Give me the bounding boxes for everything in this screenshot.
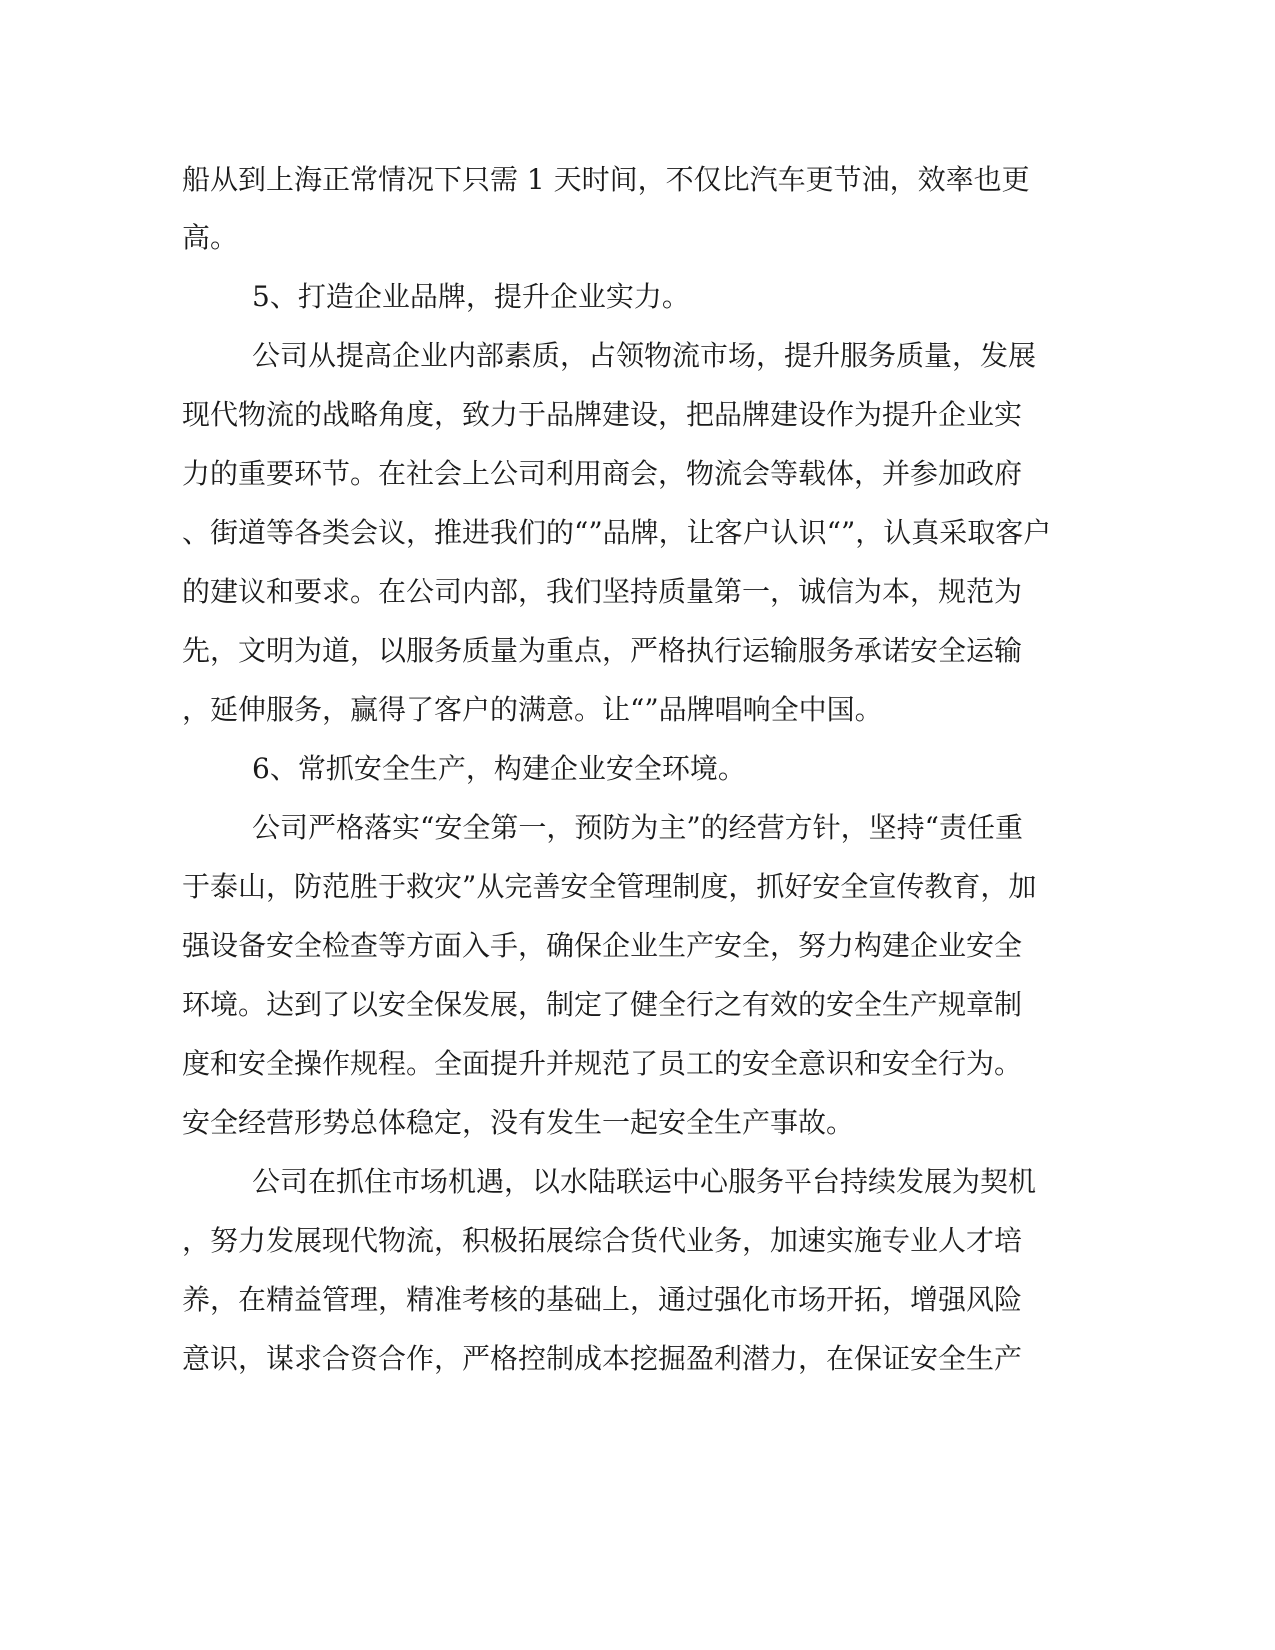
text-line: ，努力发展现代物流，积极拓展综合货代业务，加速实施专业人才培 [182, 1224, 1023, 1257]
text-line: 、街道等各类会议，推进我们的“”品牌，让客户认识“”，认真采取客户 [182, 516, 1052, 549]
text-line: 强设备安全检查等方面入手，确保企业生产安全，努力构建企业安全 [182, 929, 1023, 962]
section-heading-5: 5、打造企业品牌，提升企业实力。 [252, 280, 690, 313]
text-line: 先，文明为道，以服务质量为重点，严格执行运输服务承诺安全运输 [182, 634, 1023, 667]
text-line: 度和安全操作规程。全面提升并规范了员工的安全意识和安全行为。 [182, 1047, 1023, 1080]
text-line: 环境。达到了以安全保发展，制定了健全行之有效的安全生产规章制 [182, 988, 1023, 1021]
text-line: 的建议和要求。在公司内部，我们坚持质量第一，诚信为本，规范为 [182, 575, 1023, 608]
text-line: 安全经营形势总体稳定，没有发生一起安全生产事故。 [182, 1106, 855, 1139]
text-line: 现代物流的战略角度，致力于品牌建设，把品牌建设作为提升企业实 [182, 398, 1023, 431]
text-line: 船从到上海正常情况下只需 1 天时间，不仅比汽车更节油，效率也更 [182, 163, 1030, 196]
section-heading-6: 6、常抓安全生产，构建企业安全环境。 [252, 752, 746, 785]
text-line: 意识，谋求合资合作，严格控制成本挖掘盈利潜力，在保证安全生产 [182, 1342, 1023, 1375]
text-line: 高。 [182, 221, 239, 254]
text-line: 养，在精益管理，精准考核的基础上，通过强化市场开拓，增强风险 [182, 1283, 1023, 1316]
text-line: 公司从提高企业内部素质，占领物流市场，提升服务质量，发展 [252, 339, 1037, 372]
text-line: 于泰山，防范胜于救灾”从完善安全管理制度，抓好安全宣传教育，加 [182, 870, 1037, 903]
text-line: 公司在抓住市场机遇，以水陆联运中心服务平台持续发展为契机 [252, 1165, 1037, 1198]
text-line: 公司严格落实“安全第一，预防为主”的经营方针，坚持“责任重 [252, 811, 1023, 844]
text-line: ，延伸服务，赢得了客户的满意。让“”品牌唱响全中国。 [182, 693, 883, 726]
text-line: 力的重要环节。在社会上公司利用商会，物流会等载体，并参加政府 [182, 457, 1023, 490]
